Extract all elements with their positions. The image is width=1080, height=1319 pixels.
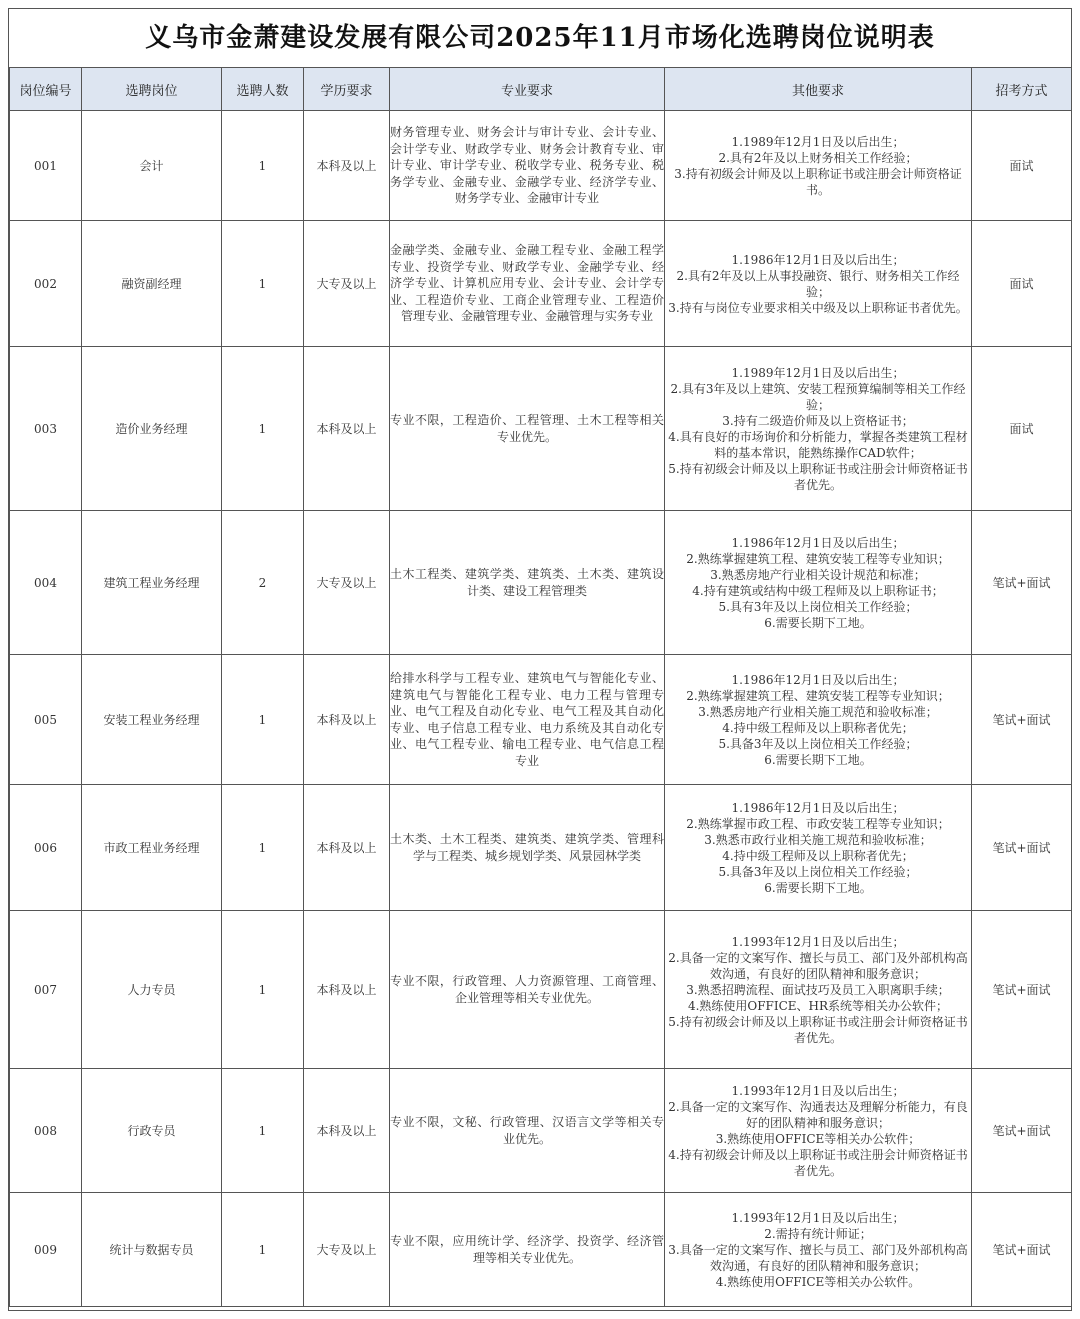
hire-count: 1 bbox=[222, 655, 304, 785]
requirement-line: 4.持有建筑或结构中级工程师及以上职称证书； bbox=[692, 583, 944, 598]
requirement-line: 1.1986年12月1日及以后出生； bbox=[731, 672, 905, 687]
header-education: 学历要求 bbox=[304, 68, 390, 111]
major-requirement bbox=[390, 221, 665, 347]
requirement-line: 1.1993年12月1日及以后出生； bbox=[731, 1210, 905, 1225]
position-name: 人力专员 bbox=[82, 911, 222, 1069]
position-name: 会计 bbox=[82, 111, 222, 221]
education-requirement: 本科及以上 bbox=[304, 111, 390, 221]
major-requirement-text: 专业不限，行政管理、人力资源管理、工商管理、企业管理等相关专业优先。 bbox=[390, 974, 664, 1005]
requirement-line: 2.具有2年及以上财务相关工作经验； bbox=[718, 150, 918, 165]
header-method: 招考方式 bbox=[972, 68, 1072, 111]
hire-count: 1 bbox=[222, 911, 304, 1069]
major-requirement-text: 专业不限，工程造价、工程管理、土木工程等相关专业优先。 bbox=[390, 413, 664, 444]
exam-method: 面试 bbox=[972, 347, 1072, 511]
table-header-row bbox=[10, 68, 1072, 111]
position-name: 造价业务经理 bbox=[82, 347, 222, 511]
requirement-line: 5.持有初级会计师及以上职称证书或注册会计师资格证书者优先。 bbox=[668, 1014, 968, 1045]
position-name: 行政专员 bbox=[82, 1069, 222, 1193]
education-requirement: 大专及以上 bbox=[304, 511, 390, 655]
requirement-line: 6.需要长期下工地。 bbox=[764, 880, 872, 895]
position-name: 建筑工程业务经理 bbox=[82, 511, 222, 655]
position-code: 009 bbox=[10, 1193, 82, 1307]
requirement-line: 3.持有二级造价师及以上资格证书； bbox=[722, 413, 914, 428]
header-code: 岗位编号 bbox=[10, 68, 82, 111]
table-row bbox=[10, 1069, 1072, 1193]
other-requirements bbox=[665, 911, 972, 1069]
requirement-line: 1.1993年12月1日及以后出生； bbox=[731, 1083, 905, 1098]
position-code: 003 bbox=[10, 347, 82, 511]
table-row bbox=[10, 655, 1072, 785]
requirement-line: 5.具有3年及以上岗位相关工作经验； bbox=[718, 599, 918, 614]
requirement-line: 3.熟练使用OFFICE等相关办公软件； bbox=[715, 1131, 921, 1146]
major-requirement bbox=[390, 347, 665, 511]
requirement-line: 2.具备一定的文案写作、沟通表达及理解分析能力，有良好的团队精神和服务意识； bbox=[668, 1099, 968, 1130]
position-code: 004 bbox=[10, 511, 82, 655]
table-row bbox=[10, 785, 1072, 911]
major-requirement-text: 专业不限，应用统计学、经济学、投资学、经济管理等相关专业优先。 bbox=[390, 1234, 664, 1265]
major-requirement-text: 土木工程类、建筑学类、建筑类、土木类、建筑设计类、建设工程管理类 bbox=[390, 567, 664, 598]
requirement-line: 1.1986年12月1日及以后出生； bbox=[731, 535, 905, 550]
hire-count: 1 bbox=[222, 1193, 304, 1307]
position-code: 005 bbox=[10, 655, 82, 785]
position-name: 统计与数据专员 bbox=[82, 1193, 222, 1307]
requirement-line: 4.持中级工程师及以上职称者优先； bbox=[722, 848, 914, 863]
requirement-line: 1.1986年12月1日及以后出生； bbox=[731, 252, 905, 267]
table-body bbox=[10, 111, 1072, 1307]
requirement-line: 1.1993年12月1日及以后出生； bbox=[731, 934, 905, 949]
requirement-line: 5.具备3年及以上岗位相关工作经验； bbox=[718, 864, 918, 879]
requirement-line: 3.持有初级会计师及以上职称证书或注册会计师资格证书。 bbox=[674, 166, 962, 197]
position-code: 008 bbox=[10, 1069, 82, 1193]
requirement-line: 2.需持有统计师证； bbox=[764, 1226, 872, 1241]
major-requirement-text: 给排水科学与工程专业、建筑电气与智能化专业、建筑电气与智能化工程专业、电力工程与管理专业、电气工程及自动化专业、电气工程及其自动化专业、电子信息工程专业、电力系统及其自动化专业、电气工程专业、输电工程专业、电气信息工程专业 bbox=[390, 671, 664, 768]
exam-method: 笔试+面试 bbox=[972, 785, 1072, 911]
other-requirements bbox=[665, 1193, 972, 1307]
other-requirements bbox=[665, 511, 972, 655]
requirement-line: 6.需要长期下工地。 bbox=[764, 752, 872, 767]
recruitment-sheet bbox=[8, 8, 1072, 1311]
major-requirement bbox=[390, 785, 665, 911]
exam-method: 笔试+面试 bbox=[972, 655, 1072, 785]
requirement-line: 3.熟悉房地产行业相关设计规范和标准； bbox=[710, 567, 926, 582]
requirement-line: 6.需要长期下工地。 bbox=[764, 615, 872, 630]
requirement-line: 1.1989年12月1日及以后出生； bbox=[731, 134, 905, 149]
position-code: 002 bbox=[10, 221, 82, 347]
requirement-line: 1.1989年12月1日及以后出生； bbox=[731, 365, 905, 380]
table-row bbox=[10, 111, 1072, 221]
requirement-line: 2.熟练掌握建筑工程、建筑安装工程等专业知识； bbox=[686, 688, 950, 703]
requirement-line: 4.持有初级会计师及以上职称证书或注册会计师资格证书者优先。 bbox=[668, 1147, 968, 1178]
position-code: 007 bbox=[10, 911, 82, 1069]
exam-method: 笔试+面试 bbox=[972, 511, 1072, 655]
education-requirement: 大专及以上 bbox=[304, 221, 390, 347]
requirement-line: 1.1986年12月1日及以后出生； bbox=[731, 800, 905, 815]
header-major: 专业要求 bbox=[390, 68, 665, 111]
education-requirement: 本科及以上 bbox=[304, 655, 390, 785]
table-row bbox=[10, 511, 1072, 655]
other-requirements bbox=[665, 1069, 972, 1193]
requirement-line: 3.具备一定的文案写作、擅长与员工、部门及外部机构高效沟通，有良好的团队精神和服务意识； bbox=[668, 1242, 968, 1273]
hire-count: 1 bbox=[222, 785, 304, 911]
requirement-line: 2.熟练掌握建筑工程、建筑安装工程等专业知识； bbox=[686, 551, 950, 566]
major-requirement bbox=[390, 111, 665, 221]
major-requirement bbox=[390, 511, 665, 655]
major-requirement bbox=[390, 911, 665, 1069]
position-name: 安装工程业务经理 bbox=[82, 655, 222, 785]
table-row bbox=[10, 347, 1072, 511]
other-requirements bbox=[665, 111, 972, 221]
hire-count: 2 bbox=[222, 511, 304, 655]
exam-method: 笔试+面试 bbox=[972, 1193, 1072, 1307]
education-requirement: 本科及以上 bbox=[304, 347, 390, 511]
position-code: 006 bbox=[10, 785, 82, 911]
table-row bbox=[10, 1193, 1072, 1307]
requirement-line: 3.持有与岗位专业要求相关中级及以上职称证书者优先。 bbox=[668, 300, 968, 315]
hire-count: 1 bbox=[222, 347, 304, 511]
exam-method: 笔试+面试 bbox=[972, 911, 1072, 1069]
requirement-line: 4.熟练使用OFFICE等相关办公软件。 bbox=[715, 1274, 921, 1289]
header-position: 选聘岗位 bbox=[82, 68, 222, 111]
requirement-line: 2.具有3年及以上建筑、安装工程预算编制等相关工作经验； bbox=[670, 381, 966, 412]
sheet-title: 义乌市金萧建设发展有限公司2025年11月市场化选聘岗位说明表 bbox=[145, 23, 935, 53]
position-name: 融资副经理 bbox=[82, 221, 222, 347]
major-requirement-text: 金融学类、金融专业、金融工程专业、金融工程学专业、投资学专业、财政学专业、金融学专业、经济学专业、计算机应用专业、会计专业、会计学专业、工程造价专业、工商企业管理专业、工程造价管理专业、金融管理专业、金融管理与实务专业 bbox=[390, 243, 664, 324]
requirement-line: 4.熟练使用OFFICE、HR系统等相关办公软件； bbox=[687, 998, 949, 1013]
requirement-line: 2.熟练掌握市政工程、市政安装工程等专业知识； bbox=[686, 816, 950, 831]
major-requirement-text: 土木类、土木工程类、建筑类、建筑学类、管理科学与工程类、城乡规划学类、风景园林学类 bbox=[390, 832, 664, 863]
hire-count: 1 bbox=[222, 1069, 304, 1193]
major-requirement bbox=[390, 655, 665, 785]
requirement-line: 4.具有良好的市场询价和分析能力，掌握各类建筑工程材料的基本常识，能熟练操作CAD软件； bbox=[668, 429, 968, 460]
major-requirement bbox=[390, 1069, 665, 1193]
major-requirement bbox=[390, 1193, 665, 1307]
requirement-line: 2.具备一定的文案写作、擅长与员工、部门及外部机构高效沟通，有良好的团队精神和服务意识； bbox=[668, 950, 968, 981]
exam-method: 笔试+面试 bbox=[972, 1069, 1072, 1193]
header-count: 选聘人数 bbox=[222, 68, 304, 111]
positions-table bbox=[9, 67, 1072, 1307]
table-row bbox=[10, 221, 1072, 347]
other-requirements bbox=[665, 347, 972, 511]
education-requirement: 本科及以上 bbox=[304, 911, 390, 1069]
requirement-line: 2.具有2年及以上从事投融资、银行、财务相关工作经验； bbox=[676, 268, 960, 299]
education-requirement: 本科及以上 bbox=[304, 785, 390, 911]
other-requirements bbox=[665, 221, 972, 347]
education-requirement: 本科及以上 bbox=[304, 1069, 390, 1193]
requirement-line: 5.持有初级会计师及以上职称证书或注册会计师资格证书者优先。 bbox=[668, 461, 968, 492]
requirement-line: 3.熟悉市政行业相关施工规范和验收标准； bbox=[704, 832, 932, 847]
exam-method: 面试 bbox=[972, 221, 1072, 347]
requirement-line: 5.具备3年及以上岗位相关工作经验； bbox=[718, 736, 918, 751]
major-requirement-text: 财务管理专业、财务会计与审计专业、会计专业、会计学专业、财政学专业、财务会计教育专业、审计专业、审计学专业、税收学专业、税务专业、税务学专业、金融专业、金融学专业、经济学专业、财务学专业、金融审计专业 bbox=[390, 125, 664, 206]
other-requirements bbox=[665, 785, 972, 911]
position-code: 001 bbox=[10, 111, 82, 221]
requirement-line: 3.熟悉房地产行业相关施工规范和验收标准； bbox=[698, 704, 938, 719]
major-requirement-text: 专业不限，文秘、行政管理、汉语言文学等相关专业优先。 bbox=[390, 1115, 664, 1146]
table-row bbox=[10, 911, 1072, 1069]
education-requirement: 大专及以上 bbox=[304, 1193, 390, 1307]
header-other: 其他要求 bbox=[665, 68, 972, 111]
hire-count: 1 bbox=[222, 221, 304, 347]
position-name: 市政工程业务经理 bbox=[82, 785, 222, 911]
hire-count: 1 bbox=[222, 111, 304, 221]
other-requirements bbox=[665, 655, 972, 785]
exam-method: 面试 bbox=[972, 111, 1072, 221]
requirement-line: 3.熟悉招聘流程、面试技巧及员工入职离职手续； bbox=[686, 982, 950, 997]
requirement-line: 4.持中级工程师及以上职称者优先； bbox=[722, 720, 914, 735]
